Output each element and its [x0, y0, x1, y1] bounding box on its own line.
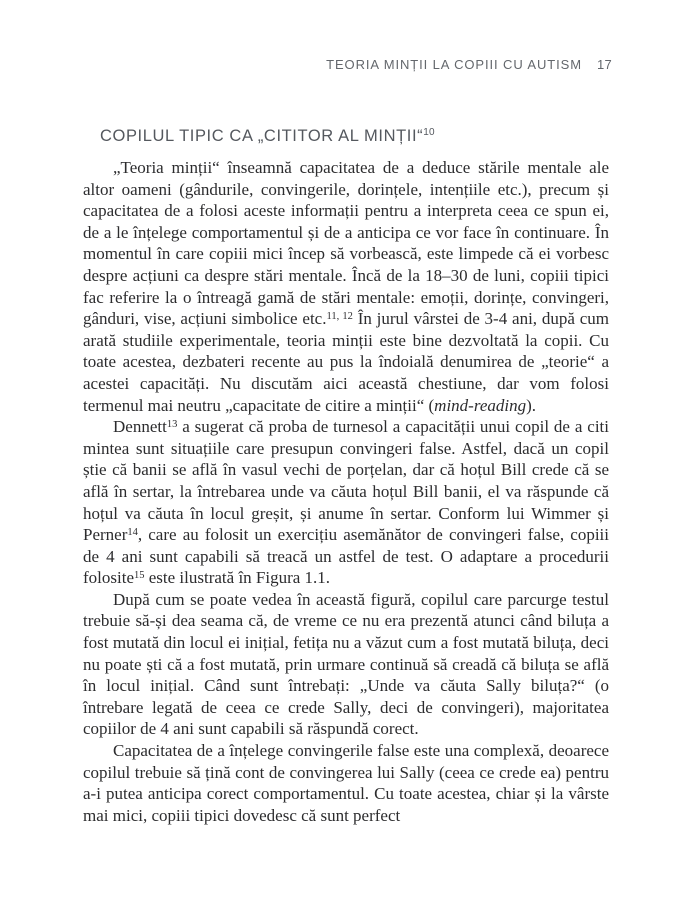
text-run: Dennett [113, 417, 167, 437]
page-number: 17 [596, 57, 612, 72]
running-header-title: TEORIA MINȚII LA COPIII CU AUTISM [326, 57, 582, 72]
running-header [83, 57, 612, 72]
footnote-ref: 13 [166, 419, 178, 431]
text-run: Capacitatea de a înțelege convingerile false este una complexă, deoarece copilul trebuie să țină cont de convingerea lui Sally (ceea ce crede ea) pentru a-i putea anticipa corect comportamentul. Cu toate acestea, chiar și la vârste mai mici, copiii tipici dovedesc că sunt perfect [83, 741, 609, 825]
text-run: În jurul vârstei de 3-4 ani, după cum arată studiile experimentale, teoria minții este bine dezvoltată la copii. Cu toate acestea, dezbateri recente au pus la îndoială denumirea de „teorie“ a acestei capacități. Nu discutăm aici această chestiune, dar vom folosi termenul mai neutru „capacitate de citire a minții“ ( [83, 309, 609, 415]
text-run: După cum se poate vedea în această figură, copilul care parcurge testul trebuie să-și dea seama că, de vreme ce nu era prezentă atunci când biluța a fost mutată din locul ei inițial, fetița nu a văzut cum a fost mutată biluța, deci nu poate ști că a fost mutată, prin urmare continuă să creadă că biluța se află în locul inițial. Când sunt întrebați: „Unde va căuta Sally biluța?“ (o întrebare legată de ceea ce crede Sally, deci de convingeri), majoritatea copiilor de 4 ani sunt capabili să răspundă corect. [83, 589, 609, 739]
paragraph [83, 589, 609, 740]
text-run: ). [526, 395, 537, 415]
section-title [100, 127, 620, 146]
paragraph [83, 157, 609, 416]
text-run: mind-reading [434, 395, 527, 415]
footnote-ref: 15 [134, 570, 145, 582]
text-run: este ilustrată în Figura 1.1. [144, 568, 331, 588]
text-run: , care au folosit un exercițiu asemănător de convingeri false, copiii de 4 ani sunt capabili să treacă un astfel de test. O adaptare a procedurii folosite [83, 525, 609, 588]
paragraph [83, 416, 609, 589]
footnote-ref: 14 [127, 527, 138, 539]
body-paragraphs [83, 157, 609, 826]
text-run: „Teoria minții“ înseamnă capacitatea de a deduce stările mentale ale altor oameni (gândurile, convingerile, dorințele, intențiile etc.), precum și capacitatea de a folosi aceste informații pentru a interpreta ceea ce spun ei, de a le înțelege comportamentul și de a anticipa ce vor face în continuare. În momentul în care copiii mici încep să vorbească, este limpede că ei vorbesc despre acțiuni ca despre stări mentale. Încă de la 18–30 de luni, copiii tipici fac referire la o întreagă gamă de stări mentale: emoții, dorințe, convingeri, gânduri, vise, acțiuni simbolice etc. [83, 158, 609, 329]
footnote-ref: 11, 12 [326, 311, 353, 323]
section-title-text: COPILUL TIPIC CA „CITITOR AL MINȚII“ [100, 127, 424, 146]
section-title-footnote-ref: 10 [423, 127, 435, 139]
text-run: a sugerat că proba de turnesol a capacității unui copil de a citi mintea sunt situațiile care presupun convingeri false. Astfel, dacă un copil știe că banii se află în vasul vechi de porțelan, dar că hoțul Bill crede că se află în sertar, la întrebarea unde va căuta hoțul Bill banii, el va răspunde că hoțul va căuta în locul greșit, și anume în sertar. Conform lui Wimmer și Perner [83, 417, 609, 545]
paragraph [83, 740, 609, 826]
